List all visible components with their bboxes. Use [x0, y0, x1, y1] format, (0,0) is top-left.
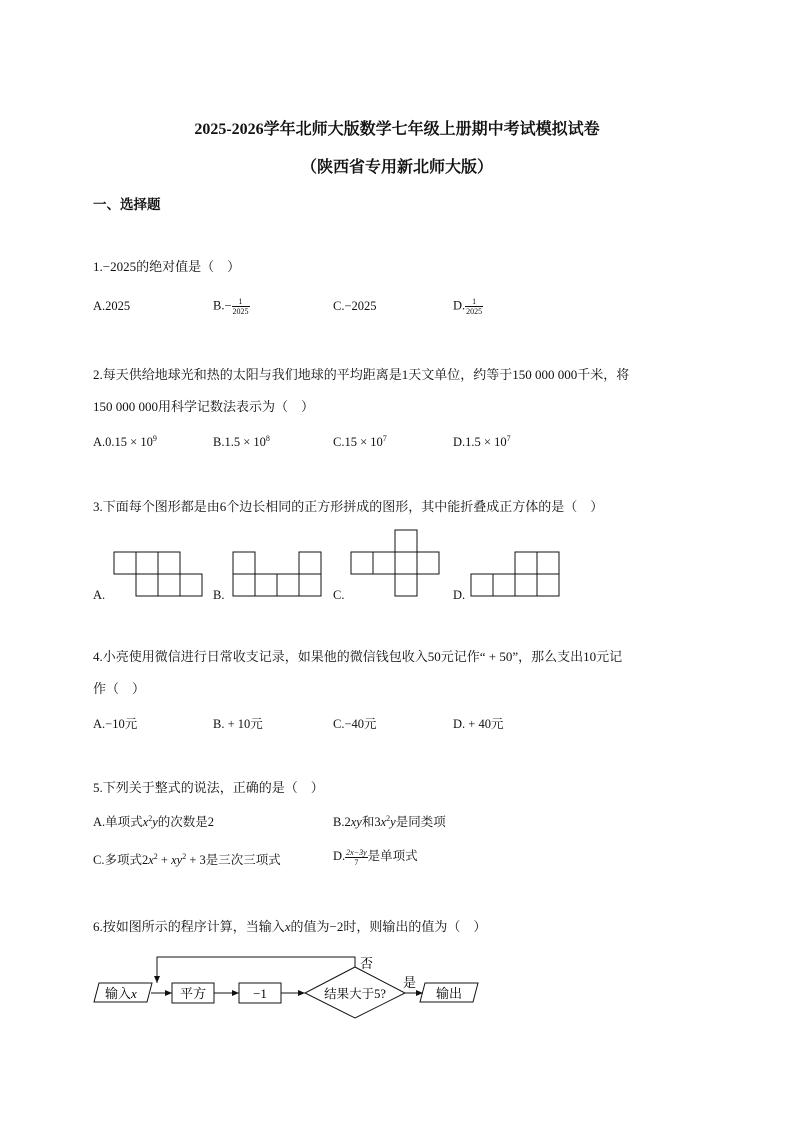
q2-stem-line1: 2.每天供给地球光和热的太阳与我们地球的平均距离是1天文单位，约等于150 000 000千米，将 [93, 367, 630, 382]
q2-option-c: $C.15 \times 10^7$ [333, 434, 387, 449]
q4-stem-line1: 4.小亮使用微信进行日常收支记录，如果他的微信钱包收入50元记作“ + 50”，那么支出10元记 [93, 649, 623, 664]
q5-option-d-fraction: $\frac{2x-3y}{7}$ [346, 847, 367, 867]
q5-stem: 5.下列关于整式的说法，正确的是（ ） [93, 780, 324, 795]
flow-square-label: 平方 [179, 986, 207, 1001]
q5-option-a: A.单项式$x^2y$的次数是2 [93, 814, 215, 829]
q2-stem-line2: 150 000 000用科学记数法表示为（ ） [93, 399, 315, 414]
exam-title: 2025-2026学年北师大版数学七年级上册期中考试模拟试卷 [194, 121, 600, 138]
q2-option-a: $A.0.15 \times 10^9$ [93, 434, 157, 449]
flow-yes-label: 是 [403, 975, 417, 990]
q2-option-b: $B.1.5 \times 10^8$ [213, 434, 270, 449]
flow-no-label: 否 [360, 956, 374, 971]
q1-option-b [213, 297, 250, 316]
q3-option-b: B. [213, 588, 225, 602]
exam-subtitle: （陕西省专用新北师大版） [300, 159, 493, 176]
flow-minus-label: −1 [253, 986, 267, 1001]
q4-option-c: C.−40元 [333, 717, 377, 731]
q5-option-c: C.多项式$2x^2 + xy^2 + 3$是三次三项式 [93, 852, 281, 867]
q3-stem: 3.下面每个图形都是由6个边长相同的正方形拼成的图形，其中能折叠成正方体的是（ ） [93, 499, 604, 514]
q1-option-b-prefix: B.− [213, 298, 232, 313]
q3-option-d: D. [453, 588, 466, 602]
q3-option-c: C. [333, 588, 345, 602]
q1-stem: 1.−2025的绝对值是（ ） [93, 259, 241, 274]
q3-option-a: A. [93, 588, 106, 602]
flow-input-label: 输入x [105, 986, 137, 1001]
q2-option-d: $D.1.5 \times 10^7$ [453, 434, 511, 449]
flow-output-label: 输出 [435, 986, 463, 1001]
q1-option-c: C.−2025 [333, 299, 377, 313]
q1-option-a: A.2025 [93, 299, 131, 313]
q1-option-d [453, 297, 483, 316]
q1-option-d-prefix: D. [453, 298, 466, 313]
q1-option-d-fraction: $\frac{1}{2025}$ [466, 297, 483, 316]
q4-option-d: D. + 40元 [453, 717, 504, 731]
q4-option-b: B. + 10元 [213, 717, 263, 731]
q6-stem: 6.按如图所示的程序计算，当输入x的值为−2时，则输出的值为（ ） [93, 919, 487, 934]
q4-stem-line2: 作（ ） [93, 681, 146, 696]
q5-option-d: D. $\frac{2x-3y}{7}$ 是单项式 [333, 847, 418, 867]
section-heading: 一、选择题 [93, 197, 161, 212]
q4-option-a: A.−10元 [93, 717, 138, 731]
q5-option-b: B.2xy和$3x^2y$是同类项 [333, 814, 446, 829]
q1-option-b-fraction: $\frac{1}{2025}$ [232, 297, 249, 316]
flow-decision-label: 结果大于5? [324, 987, 386, 1001]
